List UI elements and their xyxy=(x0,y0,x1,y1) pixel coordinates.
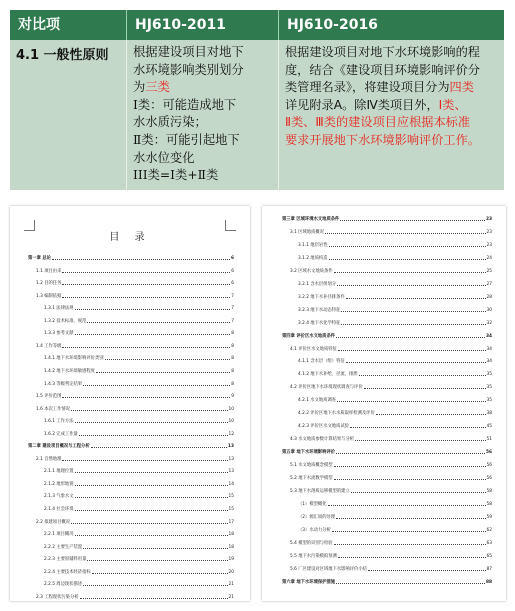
toc-entry[interactable] xyxy=(298,354,492,364)
toc-entry-label: 2.1.2 地形地貌 xyxy=(44,481,74,487)
toc-page-number: 18 xyxy=(228,544,234,550)
toc-entry[interactable] xyxy=(36,515,234,525)
leader-dots xyxy=(341,321,485,325)
toc-entry[interactable] xyxy=(290,562,492,572)
leader-dots xyxy=(62,344,230,348)
toc-entry-label: 1.3.2 技术标准、规范 xyxy=(44,318,87,324)
text-segment: III类=I类+Ⅱ类 xyxy=(133,168,219,183)
toc-entry[interactable] xyxy=(298,419,492,429)
leader-dots xyxy=(75,507,228,511)
leader-dots xyxy=(75,532,228,536)
text-line xyxy=(133,150,272,168)
toc-page-number: 25 xyxy=(486,268,492,274)
toc-entry-label: 第四章 评价区水文地质条件 xyxy=(282,333,336,339)
toc-entry[interactable] xyxy=(44,427,234,437)
toc-page-number: 34 xyxy=(486,359,492,365)
toc-entry[interactable] xyxy=(298,393,492,403)
toc-entry-label: （2）源汇项的处理 xyxy=(298,514,336,520)
toc-entry-label: 1.6 本次工作情况 xyxy=(36,406,70,412)
leader-dots xyxy=(75,306,231,310)
toc-page-number: 19 xyxy=(228,557,234,563)
comparison-table xyxy=(10,10,504,190)
leader-dots xyxy=(336,580,485,584)
toc-entry-label: 1.4 工作等级 xyxy=(36,343,62,349)
toc-entry[interactable] xyxy=(44,326,234,336)
toc-entry-label: 1.3.1 法律法规 xyxy=(44,306,74,312)
toc-entry-label: 2.2.4 主要技术经济指标 xyxy=(44,569,91,575)
toc-entry[interactable] xyxy=(36,389,234,399)
toc-entry[interactable] xyxy=(298,367,492,377)
toc-page-number: 6 xyxy=(231,281,234,287)
toc-page-number: 7 xyxy=(231,306,234,312)
text-segment: I类：可能造成地下 xyxy=(133,97,237,112)
leader-dots xyxy=(75,469,228,473)
leader-dots xyxy=(337,398,485,402)
toc-page-number: 56 xyxy=(486,476,492,481)
leader-dots xyxy=(75,419,228,423)
toc-page-number: 56 xyxy=(486,463,492,469)
leader-dots xyxy=(336,334,485,338)
text-line xyxy=(133,114,272,132)
leader-dots xyxy=(62,294,230,298)
leader-dots xyxy=(71,520,228,524)
toc-page-number: 13 xyxy=(228,469,234,475)
highlighted-text: Ⅰ类、 xyxy=(438,97,467,112)
toc-page-number: 88 xyxy=(486,579,492,585)
toc-page-number: 58 xyxy=(486,488,492,494)
toc-chapter-entry[interactable] xyxy=(282,575,492,585)
toc-entry[interactable] xyxy=(36,276,234,286)
toc-entry[interactable] xyxy=(298,510,492,520)
toc-title: 目 录 xyxy=(109,232,151,243)
toc-entry[interactable] xyxy=(44,414,234,424)
toc-chapter-entry[interactable] xyxy=(282,445,492,455)
toc-page-number: 27 xyxy=(486,281,492,287)
text-line xyxy=(285,79,498,97)
toc-entry-label: （1）模型概化 xyxy=(298,501,327,507)
toc-entry-label: 1.4.2 地下水环境敏感程度 xyxy=(44,368,95,374)
leader-dots xyxy=(334,463,486,467)
header-item: 对比项 xyxy=(10,10,126,40)
old-standard-text xyxy=(126,40,278,190)
toc-page-number: 63 xyxy=(486,540,492,546)
toc-page-number: 23 xyxy=(486,217,492,222)
leader-dots xyxy=(351,489,486,493)
leader-dots xyxy=(83,545,227,549)
text-line xyxy=(285,62,498,80)
toc-entry[interactable] xyxy=(290,536,492,546)
text-segment: 根据建设项目对地下水环境影响的程 xyxy=(285,45,480,59)
toc-page-number: 58 xyxy=(486,501,492,507)
text-line xyxy=(285,114,498,132)
toc-chapter-entry[interactable] xyxy=(28,251,234,261)
leader-dots xyxy=(52,256,230,260)
toc-entry-label: 5.2 地下水流数学模型 xyxy=(290,476,333,481)
leader-dots xyxy=(71,407,228,411)
leader-dots xyxy=(346,295,486,299)
toc-entry-label: 第五章 地下水环境影响评价 xyxy=(282,450,336,456)
leader-dots xyxy=(62,457,227,461)
toc-entry[interactable] xyxy=(298,290,492,300)
toc-entry-label: 2.1 自然地理 xyxy=(36,456,62,462)
toc-page-number: 8 xyxy=(231,356,234,362)
toc-entry[interactable] xyxy=(290,225,492,235)
highlighted-text: 四类 xyxy=(449,80,474,95)
toc-entry[interactable] xyxy=(44,377,234,387)
toc-entry-label: 3.2.4 地下水化学特征 xyxy=(298,320,341,326)
toc-entry[interactable] xyxy=(290,549,492,559)
toc-entry-label: 1.4.3 等级判定结果 xyxy=(44,381,83,387)
leader-dots xyxy=(325,230,486,234)
leader-dots xyxy=(334,476,486,480)
text-segment: 度，结合《建设项目环境影响评价分 xyxy=(285,62,480,77)
toc-entry-label: 3.2.3 地下水动态特征 xyxy=(298,307,341,313)
toc-page-number: 9 xyxy=(231,394,234,400)
toc-page-number: 15 xyxy=(228,507,234,512)
toc-page-number: 8 xyxy=(231,368,234,374)
leader-dots xyxy=(332,528,486,532)
leader-dots xyxy=(336,450,485,454)
toc-entry[interactable] xyxy=(36,452,234,462)
toc-entry-label: 1.2 目的任务 xyxy=(36,281,62,287)
toc-page-number: 8 xyxy=(231,343,234,349)
toc-entry-label: 5.3 地下水溶质运移模型的建立 xyxy=(290,488,350,494)
toc-page-number: 10 xyxy=(228,419,234,425)
text-segment: 水环境影响类别划分 xyxy=(133,62,244,77)
toc-page-number: 23 xyxy=(486,229,492,235)
toc-page-number: 34 xyxy=(486,346,492,352)
toc-entry[interactable] xyxy=(298,316,492,326)
toc-entry[interactable] xyxy=(298,238,492,248)
text-segment: 根据建设项目对地下 xyxy=(133,45,244,59)
toc-page-number: 32 xyxy=(486,320,492,326)
toc-entry[interactable] xyxy=(36,264,234,274)
toc-entry-label: 4.1.2 地下水补给、径流、排泄 xyxy=(298,372,358,378)
toc-page-number: 87 xyxy=(486,566,492,572)
leader-dots xyxy=(87,557,227,561)
text-line xyxy=(133,97,272,115)
toc-entry[interactable] xyxy=(290,458,492,468)
toc-chapter-entry[interactable] xyxy=(28,439,234,449)
leader-dots xyxy=(368,567,486,571)
toc-page-number: 15 xyxy=(228,494,234,500)
toc-entry-label: 2.3 工程现状污染分析 xyxy=(36,594,79,600)
toc-entry-label: 2.2.2 主要生产装置 xyxy=(44,544,83,550)
toc-entry-label: 2.1.1 地理位置 xyxy=(44,469,74,475)
leader-dots xyxy=(83,382,230,386)
leader-dots xyxy=(92,570,228,574)
toc-entry-label: 2.2.1 项目概况 xyxy=(44,532,74,538)
toc-entry-label: 4.2.3 评价区水文地质试验 xyxy=(298,424,349,430)
toc-page-number: 45 xyxy=(486,424,492,430)
text-line xyxy=(133,79,272,97)
toc-entry-label: 4.1 评价区水文地质特征 xyxy=(290,346,337,352)
toc-entry-label: 2.2.5 周边现状描述 xyxy=(44,582,83,588)
toc-page-number: 59 xyxy=(486,514,492,520)
leader-dots xyxy=(337,282,485,286)
text-line xyxy=(133,132,272,150)
toc-entry-label: 3.1.2 地质构造 xyxy=(298,255,328,261)
highlighted-text: Ⅱ类、Ⅲ类的建设项目应根据本标准 xyxy=(285,115,471,130)
new-standard-text xyxy=(278,40,504,190)
leader-dots xyxy=(364,385,486,389)
leader-dots xyxy=(334,541,486,545)
toc-page-number: 21 xyxy=(228,582,234,588)
leader-dots xyxy=(87,319,230,323)
toc-page-left xyxy=(10,206,250,601)
text-segment: 为 xyxy=(133,80,146,95)
toc-entry[interactable] xyxy=(44,301,234,311)
leader-dots xyxy=(75,494,228,498)
text-segment: Ⅱ类：可能引起地下 xyxy=(133,132,240,147)
toc-entry-label: 2.2.3 主要原辅料用量 xyxy=(44,557,87,563)
toc-entry-label: 1.5 评价范围 xyxy=(36,394,62,400)
toc-chapter-entry[interactable] xyxy=(282,329,492,339)
toc-entry-label: 2.1.3 气象水文 xyxy=(44,494,74,500)
toc-entry[interactable] xyxy=(44,477,234,487)
leader-dots xyxy=(341,308,485,312)
toc-page-number: 30 xyxy=(486,307,492,313)
toc-page-number: 17 xyxy=(228,519,234,525)
toc-entry-label: 4.2.1 水文地质调查 xyxy=(298,398,337,404)
toc-entry-label: 3.2.2 地下水补径排条件 xyxy=(298,294,345,300)
toc-entry[interactable] xyxy=(44,565,234,575)
leader-dots xyxy=(336,515,485,519)
leader-dots xyxy=(338,554,486,558)
text-line xyxy=(285,44,498,62)
toc-entry-label: 1.6.2 完成工作量 xyxy=(44,431,78,437)
toc-entry[interactable] xyxy=(36,402,234,412)
toc-entry[interactable] xyxy=(44,527,234,537)
toc-entry-label: 4.1.1 含水层（组）特征 xyxy=(298,359,345,365)
leader-dots xyxy=(334,269,486,273)
leader-dots xyxy=(376,411,486,415)
text-segment: 水水位变化 xyxy=(133,150,195,165)
text-line xyxy=(133,44,272,62)
toc-entry-label: 3.1.1 地层岩性 xyxy=(298,242,328,248)
highlighted-text: 要求开展地下水环境影响评价工作。 xyxy=(285,132,480,147)
toc-entry[interactable] xyxy=(36,289,234,299)
toc-page-number: 20 xyxy=(228,569,234,575)
toc-entry-label: 3.2.1 含水层组划分 xyxy=(298,281,337,287)
text-segment: 详见附录A。除Ⅳ类项目外， xyxy=(285,97,439,112)
toc-entry[interactable] xyxy=(298,523,492,533)
leader-dots xyxy=(62,394,230,398)
toc-page-number: 6 xyxy=(231,256,234,261)
leader-dots xyxy=(329,243,486,247)
leader-dots xyxy=(91,444,227,448)
toc-entry[interactable] xyxy=(44,577,234,587)
toc-entry[interactable] xyxy=(290,471,492,481)
toc-entry[interactable] xyxy=(298,277,492,287)
leader-dots xyxy=(350,424,486,428)
toc-entry-label: 1.4.1 地下水环境影响评价类别 xyxy=(44,356,104,362)
toc-entry-label: 1.1 项目由来 xyxy=(36,268,62,274)
toc-page-number: 12 xyxy=(228,431,234,437)
leader-dots xyxy=(346,359,486,363)
toc-page-number: 18 xyxy=(228,532,234,538)
toc-entry[interactable] xyxy=(290,380,492,390)
row-label: 4.1 一般性原则 xyxy=(10,40,126,190)
header-old-standard: HJ610-2011 xyxy=(126,10,278,40)
toc-entry-label: 第三章 区域环境水文地质条件 xyxy=(282,217,340,222)
toc-page-number: 65 xyxy=(486,553,492,559)
toc-page-number: 8 xyxy=(231,381,234,387)
leader-dots xyxy=(75,331,231,335)
text-line xyxy=(285,97,498,115)
toc-page-number: 21 xyxy=(228,594,234,600)
toc-entry[interactable] xyxy=(290,484,492,494)
toc-entry[interactable] xyxy=(44,364,234,374)
toc-entry-label: 2.1.4 社会环境 xyxy=(44,507,74,512)
toc-page-number: 7 xyxy=(231,318,234,324)
toc-entry-label: 1.6.1 工作方法 xyxy=(44,419,74,425)
toc-page-right xyxy=(262,206,506,601)
leader-dots xyxy=(79,432,228,436)
toc-page-number: 7 xyxy=(231,293,234,299)
toc-entry[interactable] xyxy=(36,590,234,600)
toc-page-number: 24 xyxy=(486,255,492,261)
toc-page-number: 38 xyxy=(486,411,492,417)
toc-entry[interactable] xyxy=(290,342,492,352)
toc-page-number: 6 xyxy=(231,268,234,274)
toc-page-number: 10 xyxy=(228,406,234,412)
leader-dots xyxy=(62,281,230,285)
highlighted-text: 三类 xyxy=(145,80,170,95)
toc-entry[interactable] xyxy=(44,540,234,550)
text-line xyxy=(133,62,272,80)
toc-entry-label: 3.1 区域地质概况 xyxy=(290,229,324,235)
leader-dots xyxy=(96,369,230,373)
toc-page-number: 35 xyxy=(486,385,492,391)
leader-dots xyxy=(62,269,230,273)
toc-page-number: 13 xyxy=(228,456,234,462)
leader-dots xyxy=(80,595,228,599)
toc-entry-label: 第二章 建设项目概况与工程分析 xyxy=(28,444,90,450)
toc-page-number: 56 xyxy=(486,450,492,456)
toc-entry-label: 5.5 地下水污染模拟预测 xyxy=(290,553,337,559)
leader-dots xyxy=(329,256,486,260)
toc-entry[interactable] xyxy=(44,314,234,324)
toc-entry-label: 4.3 水文地质参数计算结果与分析 xyxy=(290,437,355,443)
toc-entry-label: 3.2 区域水文地质条件 xyxy=(290,268,333,274)
toc-entry-label: 5.1 水文地质概念模型 xyxy=(290,463,333,469)
toc-entry-label: 5.6 厂区建设对区域地下水影响评价小结 xyxy=(290,566,367,572)
leader-dots xyxy=(83,582,227,586)
toc-page-number: 35 xyxy=(486,372,492,378)
toc-page-number: 62 xyxy=(486,527,492,533)
toc-page-number: 13 xyxy=(228,444,234,450)
toc-chapter-entry[interactable] xyxy=(282,212,492,222)
header-new-standard: HJ610-2016 xyxy=(278,10,504,40)
toc-entry[interactable] xyxy=(44,489,234,499)
toc-entry-label: （3）水动力分析 xyxy=(298,527,331,533)
toc-entry[interactable] xyxy=(44,351,234,361)
toc-entry-label: 4.2 评价区地下水环境现状调查与评价 xyxy=(290,385,363,391)
toc-entry-label: 4.2.2 评价区地下水水质取样检测及评价 xyxy=(298,411,375,417)
toc-entry[interactable] xyxy=(44,464,234,474)
toc-page-number: 34 xyxy=(486,333,492,339)
toc-page-number: 23 xyxy=(486,242,492,248)
leader-dots xyxy=(338,347,486,351)
leader-dots xyxy=(355,437,485,441)
text-segment: 类管理名录》，将建设项目分为 xyxy=(285,80,450,95)
toc-entry[interactable] xyxy=(298,406,492,416)
toc-page-number: 28 xyxy=(486,294,492,300)
toc-page-number: 8 xyxy=(231,331,234,337)
toc-entry-label: 5.4 模型的识别与检验 xyxy=(290,540,333,546)
toc-page-number: 14 xyxy=(228,481,234,487)
toc-entry-label: 第一章 总论 xyxy=(28,256,51,261)
toc-entry[interactable] xyxy=(290,264,492,274)
toc-page-number: 51 xyxy=(486,437,492,443)
toc-entry[interactable] xyxy=(298,251,492,261)
toc-entry-label: 1.3 编制依据 xyxy=(36,293,62,299)
text-line xyxy=(133,167,272,185)
text-line xyxy=(285,132,498,150)
toc-entry[interactable] xyxy=(44,502,234,512)
toc-entry[interactable] xyxy=(298,497,492,507)
toc-entry[interactable] xyxy=(36,339,234,349)
leader-dots xyxy=(105,356,231,360)
leader-dots xyxy=(328,502,486,506)
toc-entry[interactable] xyxy=(298,303,492,313)
toc-entry-label: 1.3.3 参考文献 xyxy=(44,331,74,337)
leader-dots xyxy=(75,482,228,486)
leader-dots xyxy=(340,217,485,221)
toc-entry-label: 2.2 拟建项目概况 xyxy=(36,519,70,525)
toc-entry[interactable] xyxy=(44,552,234,562)
toc-entry[interactable] xyxy=(290,432,492,442)
toc-page-number: 35 xyxy=(486,398,492,404)
text-segment: 水水质污染； xyxy=(133,115,207,130)
toc-entry-label: 第六章 地下水环境保护措施 xyxy=(282,579,336,585)
leader-dots xyxy=(359,372,486,376)
